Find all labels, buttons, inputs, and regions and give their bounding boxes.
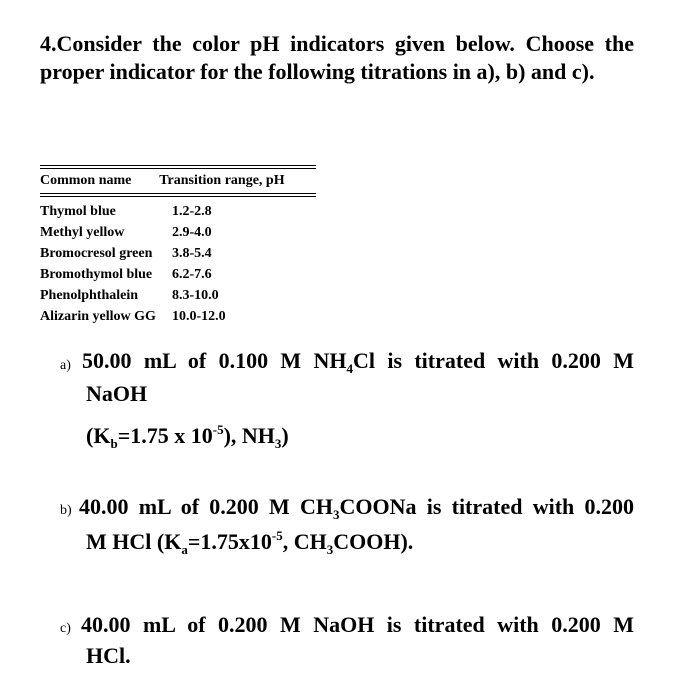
table-header-rule-1 [40,193,316,194]
table-row [40,222,316,243]
item-c-line2: HCl. [86,643,131,668]
indicator-range: 1.2-2.8 [172,203,212,219]
item-b-line2: M HCl ($K_a=1.75x10^{-5}$, $CH_3COOH$). [86,528,414,557]
item-a-line1: 50.00 mL of 0.100 M $NH_4Cl$ is titrated with 0.200 M [82,348,634,376]
indicator-range: 8.3-10.0 [172,287,219,303]
table-row [40,306,316,327]
indicator-table-grid [40,169,316,192]
indicator-name: Thymol blue [40,203,116,219]
item-c-line1: 40.00 mL of 0.200 M NaOH is titrated with 0.200 M [81,612,634,637]
indicator-name: Alizarin yellow GG [40,308,156,324]
indicator-range: 3.8-5.4 [172,245,212,261]
indicator-range: 2.9-4.0 [172,224,212,240]
table-row [40,243,316,264]
indicator-table [40,165,316,327]
indicator-name: Bromocresol green [40,245,153,261]
indicator-table-body [40,197,316,327]
item-b-line1: 40.00 mL of 0.200 M $CH_3COONa$ is titrated with 0.200 [79,494,634,522]
question-text: 4.Consider the color pH indicators given below. Choose the proper indicator for the following titrations in a), b) and c). [40,31,634,84]
item-b-marker: b) [60,503,72,518]
indicator-name: Bromothymol blue [40,266,153,282]
indicator-range: 6.2-7.6 [172,266,212,282]
table-row [40,197,316,222]
item-a-line3: ($K_b=1.75$ x $10^{-5}$), $NH_3$) [86,422,289,451]
item-a-line2: NaOH [86,381,148,406]
header-transition-range: Transition range, pH [159,173,285,188]
item-a-marker: a) [60,358,71,373]
indicator-range: 10.0-12.0 [172,308,226,324]
indicator-name: Methyl yellow [40,224,125,240]
table-row [40,264,316,285]
indicator-name: Phenolphthalein [40,287,139,303]
header-common-name: Common name [40,173,132,188]
table-row [40,285,316,306]
table-header-row [40,169,316,192]
item-c-marker: c) [60,621,71,636]
